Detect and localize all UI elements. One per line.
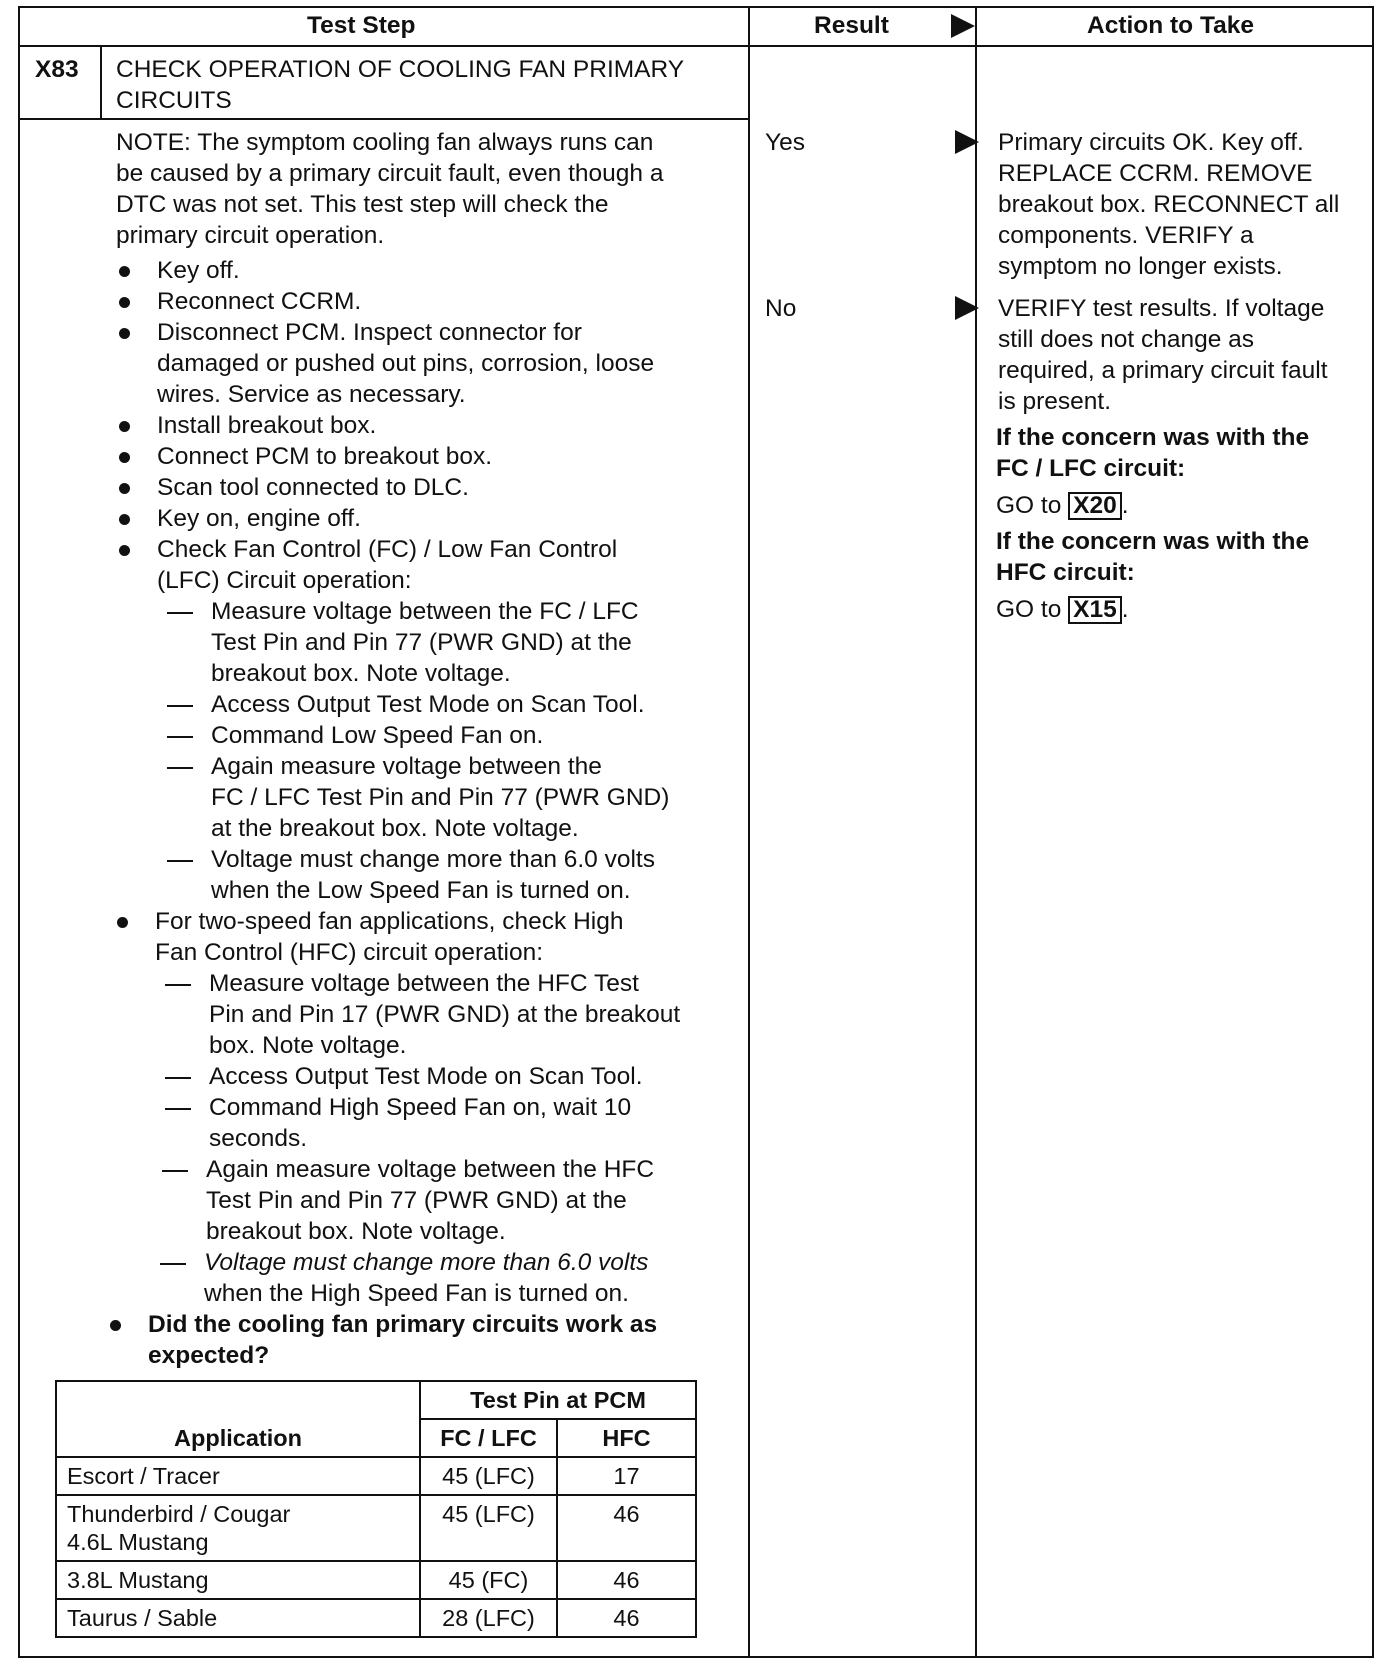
action-yes-line-1: Primary circuits OK. Key off. xyxy=(998,129,1304,156)
cell-hfc: 46 xyxy=(557,1561,696,1599)
dash-icon xyxy=(165,984,191,986)
goto-x20[interactable]: GO to X20 . xyxy=(996,492,1129,519)
bullet-icon xyxy=(110,1320,121,1331)
bullet-disconnect-pcm-2: damaged or pushed out pins, corrosion, loose xyxy=(157,350,655,377)
bullet-icon xyxy=(119,421,130,432)
sub-again-fc-2: FC / LFC Test Pin and Pin 77 (PWR GND) xyxy=(211,784,670,811)
note-line-2: be caused by a primary circuit fault, even though a xyxy=(116,160,664,187)
sub-measure-fc-3: breakout box. Note voltage. xyxy=(211,660,511,687)
header-test-step: Test Step xyxy=(307,12,416,39)
table-row xyxy=(56,1457,696,1495)
note-line-1: NOTE: The symptom cooling fan always runs can xyxy=(116,129,654,156)
result-yes: Yes xyxy=(765,129,805,156)
cell-application: Thunderbird / Cougar 4.6L Mustang xyxy=(56,1495,420,1561)
yes-arrow-icon xyxy=(955,130,979,154)
step-title-line-2: CIRCUITS xyxy=(116,87,232,114)
result-no: No xyxy=(765,295,797,322)
dash-icon xyxy=(167,767,193,769)
goto-x15-link[interactable]: X15 xyxy=(1068,596,1122,624)
condition-hfc-line-2: HFC circuit: xyxy=(996,559,1135,586)
action-no-line-2: still does not change as xyxy=(998,326,1255,353)
header-arrow-icon xyxy=(951,14,975,38)
col-application-header: Application xyxy=(56,1381,420,1457)
cell-hfc: 46 xyxy=(557,1599,696,1637)
action-yes-line-3: breakout box. RECONNECT all xyxy=(998,191,1340,218)
sub-command-low: Command Low Speed Fan on. xyxy=(211,722,544,749)
sub-again-hfc-3: breakout box. Note voltage. xyxy=(206,1218,506,1245)
bullet-icon xyxy=(119,514,130,525)
sub-again-hfc-2: Test Pin and Pin 77 (PWR GND) at the xyxy=(206,1187,627,1214)
cell-hfc: 17 xyxy=(557,1457,696,1495)
header-action: Action to Take xyxy=(1087,12,1254,39)
bullet-check-fc-2: (LFC) Circuit operation: xyxy=(157,567,412,594)
condition-fc-line-1: If the concern was with the xyxy=(996,424,1310,451)
col-fc-header: FC / LFC xyxy=(420,1419,557,1457)
bullet-two-speed-1: For two-speed fan applications, check High xyxy=(155,908,624,935)
bullet-scan-tool: Scan tool connected to DLC. xyxy=(157,474,469,501)
sub-again-fc-3: at the breakout box. Note voltage. xyxy=(211,815,579,842)
condition-hfc-line-1: If the concern was with the xyxy=(996,528,1310,555)
sub-voltage-low-1: Voltage must change more than 6.0 volts xyxy=(211,846,655,873)
note-line-4: primary circuit operation. xyxy=(116,222,385,249)
bullet-key-off: Key off. xyxy=(157,257,240,284)
sub-voltage-low-2: when the Low Speed Fan is turned on. xyxy=(211,877,631,904)
sub-measure-hfc-3: box. Note voltage. xyxy=(209,1032,407,1059)
cell-fc: 45 (LFC) xyxy=(420,1457,557,1495)
cell-hfc: 46 xyxy=(557,1495,696,1561)
bullet-reconnect-ccrm: Reconnect CCRM. xyxy=(157,288,362,315)
cell-application: Taurus / Sable xyxy=(56,1599,420,1637)
header-result: Result xyxy=(814,12,889,39)
action-yes-line-4: components. VERIFY a xyxy=(998,222,1254,249)
col-hfc-header: HFC xyxy=(557,1419,696,1457)
bullet-install-breakout: Install breakout box. xyxy=(157,412,377,439)
step-id-divider xyxy=(100,46,102,118)
cell-application: 3.8L Mustang xyxy=(56,1561,420,1599)
bullet-disconnect-pcm-1: Disconnect PCM. Inspect connector for xyxy=(157,319,582,346)
bullet-icon xyxy=(119,328,130,339)
sub-output-test-2: Access Output Test Mode on Scan Tool. xyxy=(209,1063,643,1090)
test-pin-table xyxy=(55,1380,697,1638)
dash-icon xyxy=(165,1077,191,1079)
action-no-line-3: required, a primary circuit fault xyxy=(998,357,1328,384)
action-no-line-1: VERIFY test results. If voltage xyxy=(998,295,1325,322)
cell-fc: 28 (LFC) xyxy=(420,1599,557,1637)
goto-x20-link[interactable]: X20 xyxy=(1068,492,1122,520)
question-line-2: expected? xyxy=(148,1342,270,1369)
question-line-1: Did the cooling fan primary circuits work as xyxy=(148,1311,658,1338)
header-divider xyxy=(18,45,1374,47)
condition-fc-line-2: FC / LFC circuit: xyxy=(996,455,1186,482)
action-no-line-4: is present. xyxy=(998,388,1112,415)
bullet-connect-pcm: Connect PCM to breakout box. xyxy=(157,443,493,470)
sub-again-fc-1: Again measure voltage between the xyxy=(211,753,602,780)
bullet-key-on: Key on, engine off. xyxy=(157,505,361,532)
bullet-two-speed-2: Fan Control (HFC) circuit operation: xyxy=(155,939,544,966)
column-divider-1 xyxy=(748,6,750,1658)
action-yes-line-2: REPLACE CCRM. REMOVE xyxy=(998,160,1313,187)
dash-icon xyxy=(167,705,193,707)
bullet-icon xyxy=(119,545,130,556)
table-row xyxy=(56,1599,696,1637)
sub-measure-fc-1: Measure voltage between the FC / LFC xyxy=(211,598,639,625)
cell-application: Escort / Tracer xyxy=(56,1457,420,1495)
action-yes-line-5: symptom no longer exists. xyxy=(998,253,1283,280)
sub-measure-hfc-1: Measure voltage between the HFC Test xyxy=(209,970,639,997)
sub-measure-fc-2: Test Pin and Pin 77 (PWR GND) at the xyxy=(211,629,632,656)
step-title-line-1: CHECK OPERATION OF COOLING FAN PRIMARY xyxy=(116,56,685,83)
sub-output-test-1: Access Output Test Mode on Scan Tool. xyxy=(211,691,645,718)
dash-icon xyxy=(165,1108,191,1110)
bullet-icon xyxy=(119,452,130,463)
cell-fc: 45 (FC) xyxy=(420,1561,557,1599)
step-id: X83 xyxy=(35,56,79,83)
table-row xyxy=(56,1561,696,1599)
sub-voltage-high-2: when the High Speed Fan is turned on. xyxy=(204,1280,629,1307)
bullet-disconnect-pcm-3: wires. Service as necessary. xyxy=(157,381,466,408)
column-divider-2 xyxy=(975,6,977,1658)
note-line-3: DTC was not set. This test step will check the xyxy=(116,191,609,218)
dash-icon xyxy=(167,612,193,614)
cell-fc: 45 (LFC) xyxy=(420,1495,557,1561)
table-row xyxy=(56,1495,696,1561)
sub-measure-hfc-2: Pin and Pin 17 (PWR GND) at the breakout xyxy=(209,1001,681,1028)
bullet-icon xyxy=(117,917,128,928)
bullet-check-fc-1: Check Fan Control (FC) / Low Fan Control xyxy=(157,536,618,563)
dash-icon xyxy=(167,736,193,738)
sub-again-hfc-1: Again measure voltage between the HFC xyxy=(206,1156,655,1183)
sub-voltage-high-1: Voltage must change more than 6.0 volts xyxy=(204,1249,649,1276)
bullet-icon xyxy=(119,297,130,308)
bullet-icon xyxy=(119,483,130,494)
dash-icon xyxy=(160,1263,186,1265)
dash-icon xyxy=(162,1170,188,1172)
sub-command-high-2: seconds. xyxy=(209,1125,308,1152)
no-arrow-icon xyxy=(955,296,979,320)
bullet-icon xyxy=(119,266,130,277)
sub-command-high-1: Command High Speed Fan on, wait 10 xyxy=(209,1094,632,1121)
dash-icon xyxy=(167,860,193,862)
col-group-header: Test Pin at PCM xyxy=(420,1381,696,1419)
goto-x15[interactable]: GO to X15 . xyxy=(996,596,1129,623)
step-title-underline xyxy=(18,118,750,120)
